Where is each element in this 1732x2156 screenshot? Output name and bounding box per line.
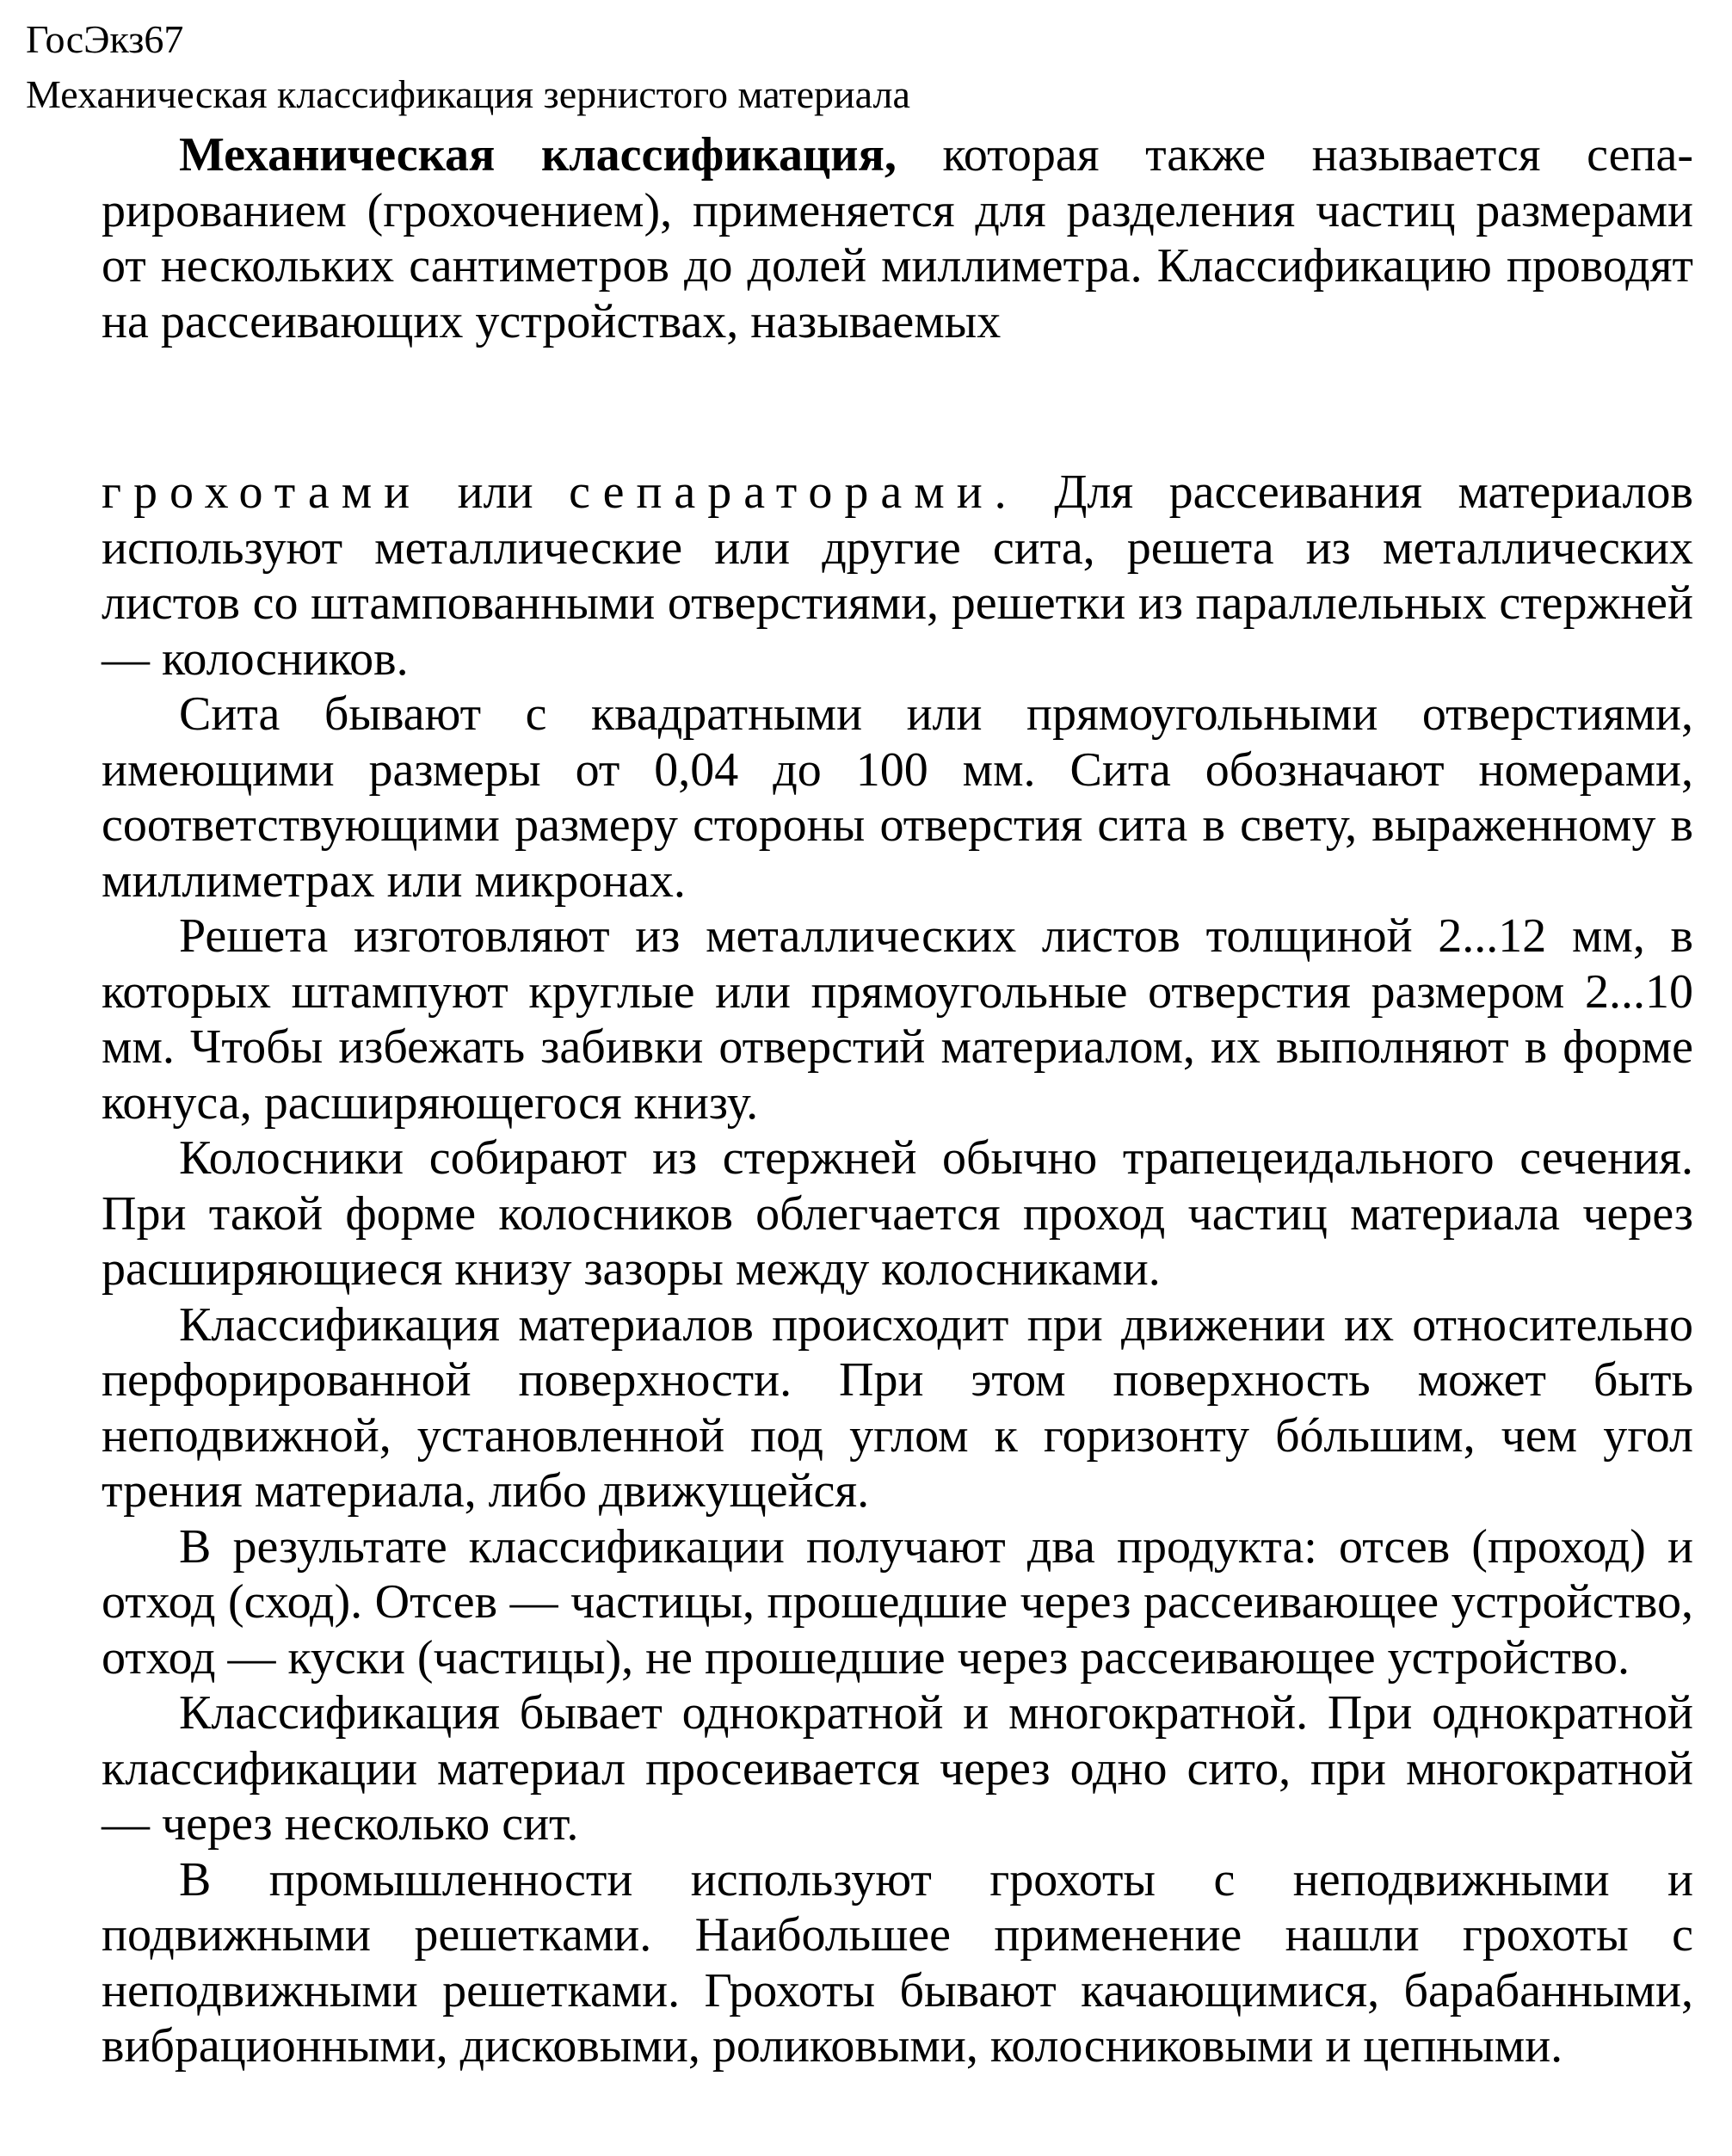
term-separatory: сепараторами. bbox=[569, 465, 1019, 519]
intro-text: которая также называется сепарированием (грохочением), применяется для разделения частиц размерами от нескольких сантиметров до долей миллиметра. Классификацию проводят на рассеивающих устройствах, называемых bbox=[102, 128, 1693, 348]
paragraph-screens: Решета изготовляют из металлических листов толщиной 2...12 мм, в которых штампуют круглые или прямоугольные отверстия размером 2...10 мм. Чтобы избежать забивки отверстий материалом, их выполняют в форме конуса, расширяющегося книзу. bbox=[102, 909, 1693, 1130]
paragraph-movement: Классификация материалов происходит при движении их относительно перфорированной поверхности. При этом поверхность может быть неподвижной, установленной под углом к горизонту бóльшим, чем угол трения материала, либо движущейся. bbox=[102, 1297, 1693, 1518]
continuation-text: Для рассеивания материалов используют металлические или другие сита, решета из металлических листов со штампованными отверстиями, решетки из параллельных стержней — колосников. bbox=[102, 465, 1693, 686]
paragraph-industry: В промышленности используют грохоты с неподвижными и подвижными решетками. Наибольшее применение нашли грохоты с неподвижными решетками. Грохоты бывают качающимися, барабанными, вибрационными, дисковыми, роликовыми, колосниковыми и цепными. bbox=[102, 1852, 1693, 2073]
paragraph-sieves: Сита бывают с квадратными или прямоугольными отверстиями, имеющими размеры от 0,04 до 100 мм. Сита обозначают номерами, соответствующими размеру стороны отверстия сита в свету, выраженному в миллиметрах или микронах. bbox=[102, 687, 1693, 908]
paragraph-single-multiple: Классификация бывает однократной и многократной. При однократной классификации материал просеивается через одно сито, при многократной — через несколько сит. bbox=[102, 1686, 1693, 1851]
paragraph-grate-bars: Колосники собирают из стержней обычно трапецеидального сечения. При такой форме колосников облегчается проход частиц материала через расширяющиеся книзу зазоры между колосниками. bbox=[102, 1131, 1693, 1296]
paragraph-products: В результате классификации получают два продукта: отсев (проход) и отход (сход). Отсев — частицы, прошедшие через рассеивающее устройство, отход — куски (частицы), не прошедшие через рассеивающее устройство. bbox=[102, 1519, 1693, 1685]
intro-term: Механическая классификация, bbox=[179, 128, 897, 182]
intro-paragraph bbox=[102, 127, 1693, 349]
main-text-block bbox=[102, 465, 1693, 2074]
document-topic: Механическая классификация зернистого материала bbox=[26, 72, 910, 116]
document-id: ГосЭкз67 bbox=[26, 17, 184, 61]
intro-block bbox=[102, 127, 1693, 349]
term-grokhoty: грохотами bbox=[102, 465, 422, 519]
continuation-paragraph bbox=[102, 465, 1693, 687]
conjunction: или bbox=[422, 465, 570, 519]
